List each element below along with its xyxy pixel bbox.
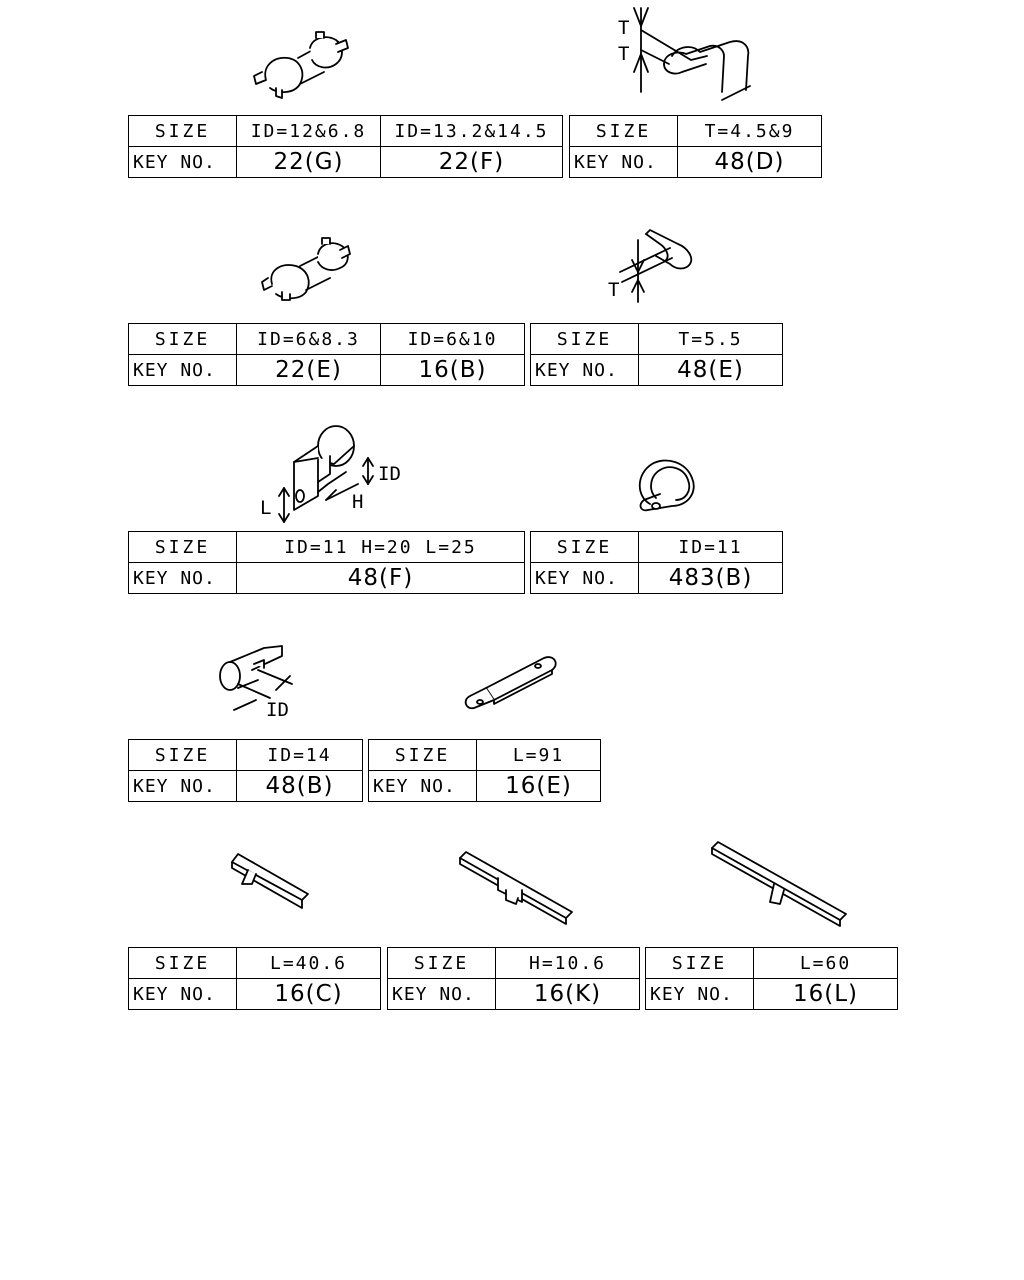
key-no-label: KEY NO. <box>369 771 477 802</box>
spec-table-7 <box>128 739 363 802</box>
dim-label-l-bracket: L <box>260 497 272 519</box>
size-value: L=91 <box>477 740 601 771</box>
key-no-value: 483(B) <box>639 563 783 594</box>
key-no-value: 22(E) <box>237 355 381 386</box>
size-label: SIZE <box>129 532 237 563</box>
size-label: SIZE <box>388 948 496 979</box>
key-no-value: 48(F) <box>237 563 525 594</box>
size-value: ID=6&10 <box>381 324 525 355</box>
size-label: SIZE <box>570 116 678 147</box>
size-label: SIZE <box>129 116 237 147</box>
size-value: ID=11 H=20 L=25 <box>237 532 525 563</box>
spec-table-11 <box>645 947 898 1010</box>
dim-label-id-clip: ID <box>266 699 289 721</box>
dim-label-t-upper: T <box>618 17 630 39</box>
double-clamp-drawing-1 <box>254 32 348 98</box>
key-no-label: KEY NO. <box>531 355 639 386</box>
short-rail-clip-drawing <box>232 854 308 908</box>
key-no-label: KEY NO. <box>129 147 237 178</box>
key-no-value: 22(G) <box>237 147 381 178</box>
flat-strap-drawing <box>466 657 556 708</box>
dim-label-id-bracket: ID <box>378 463 401 485</box>
spring-clip-drawing <box>634 8 750 100</box>
key-no-value: 16(B) <box>381 355 525 386</box>
size-value: ID=12&6.8 <box>237 116 381 147</box>
size-value: ID=11 <box>639 532 783 563</box>
spec-table-2 <box>569 115 822 178</box>
size-label: SIZE <box>129 740 237 771</box>
dim-label-t-single: T <box>608 279 620 301</box>
key-no-label: KEY NO. <box>388 979 496 1010</box>
key-no-value: 16(K) <box>496 979 640 1010</box>
size-value: ID=13.2&14.5 <box>381 116 563 147</box>
size-value: T=5.5 <box>639 324 783 355</box>
key-no-label: KEY NO. <box>129 563 237 594</box>
key-no-label: KEY NO. <box>570 147 678 178</box>
p-clamp-drawing <box>640 460 694 510</box>
key-no-label: KEY NO. <box>646 979 754 1010</box>
long-rail-clip-drawing <box>712 842 846 926</box>
key-no-label: KEY NO. <box>129 979 237 1010</box>
key-no-value: 16(C) <box>237 979 381 1010</box>
size-value: T=4.5&9 <box>678 116 822 147</box>
key-no-value: 48(B) <box>237 771 363 802</box>
spec-table-5 <box>128 531 525 594</box>
size-label: SIZE <box>369 740 477 771</box>
spec-table-1 <box>128 115 563 178</box>
size-value: L=60 <box>754 948 898 979</box>
spec-table-4 <box>530 323 783 386</box>
key-no-value: 16(L) <box>754 979 898 1010</box>
key-no-value: 48(D) <box>678 147 822 178</box>
key-no-label: KEY NO. <box>531 563 639 594</box>
spec-table-10 <box>387 947 640 1010</box>
spec-table-3 <box>128 323 525 386</box>
key-no-value: 16(E) <box>477 771 601 802</box>
spec-table-6 <box>530 531 783 594</box>
size-value: ID=14 <box>237 740 363 771</box>
dim-label-t-lower: T <box>618 43 630 65</box>
key-no-label: KEY NO. <box>129 771 237 802</box>
key-no-value: 22(F) <box>381 147 563 178</box>
size-value: H=10.6 <box>496 948 640 979</box>
key-no-value: 48(E) <box>639 355 783 386</box>
size-label: SIZE <box>646 948 754 979</box>
size-label: SIZE <box>129 324 237 355</box>
size-label: SIZE <box>129 948 237 979</box>
spec-table-9 <box>128 947 381 1010</box>
key-no-label: KEY NO. <box>129 355 237 386</box>
size-value: ID=6&8.3 <box>237 324 381 355</box>
double-clamp-drawing-2 <box>262 238 350 300</box>
mid-rail-clip-drawing <box>460 852 572 924</box>
dim-label-h-bracket: H <box>352 491 364 513</box>
size-value: L=40.6 <box>237 948 381 979</box>
spec-table-8 <box>368 739 601 802</box>
size-label: SIZE <box>531 532 639 563</box>
small-clip-drawing <box>620 230 691 302</box>
size-label: SIZE <box>531 324 639 355</box>
